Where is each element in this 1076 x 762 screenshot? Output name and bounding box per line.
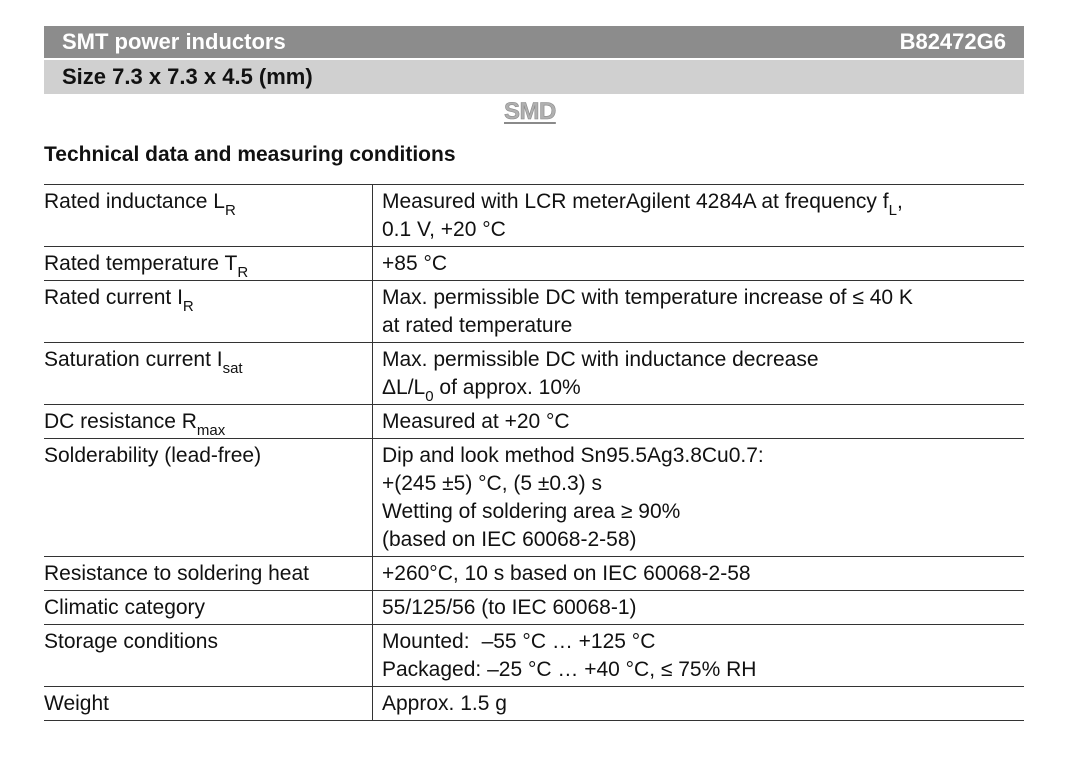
condition-cell bbox=[373, 687, 1025, 721]
condition-cell bbox=[373, 557, 1025, 591]
parameter-name: Storage conditions bbox=[44, 630, 218, 653]
condition-line bbox=[382, 628, 1024, 656]
condition-text: Mounted: bbox=[382, 630, 470, 653]
condition-line bbox=[382, 408, 1024, 436]
table-row bbox=[44, 557, 1024, 591]
parameter-name: Climatic category bbox=[44, 596, 206, 619]
parameter-subscript: R bbox=[237, 264, 249, 281]
condition-line bbox=[382, 284, 1024, 312]
condition-line bbox=[382, 690, 1024, 718]
condition-subscript: 0 bbox=[425, 388, 434, 405]
parameter-name: Rated temperature T bbox=[44, 252, 238, 275]
smd-logo: SMD bbox=[504, 98, 556, 125]
condition-text: Measured at +20 °C bbox=[382, 410, 570, 433]
condition-text: ΔL/L bbox=[382, 376, 426, 399]
condition-line bbox=[382, 498, 1024, 526]
condition-cell bbox=[373, 281, 1025, 343]
parameter-name: Weight bbox=[44, 692, 109, 715]
size-bar bbox=[44, 60, 1024, 94]
condition-cell bbox=[373, 185, 1025, 247]
table-row bbox=[44, 405, 1024, 439]
parameter-name: Solderability (lead-free) bbox=[44, 444, 262, 467]
parameter-subscript: R bbox=[182, 298, 194, 315]
condition-subscript: L bbox=[888, 202, 897, 219]
condition-text: Approx. 1.5 g bbox=[382, 692, 507, 715]
condition-text: of approx. 10% bbox=[433, 376, 581, 399]
section-title: Technical data and measuring conditions bbox=[44, 143, 456, 166]
condition-text: Max. permissible DC with inductance decrease bbox=[382, 348, 819, 371]
parameter-cell bbox=[44, 405, 373, 439]
condition-text: , bbox=[896, 190, 903, 213]
condition-line bbox=[382, 250, 1024, 278]
table-row bbox=[44, 343, 1024, 405]
table-row bbox=[44, 625, 1024, 687]
condition-text: (based on IEC 60068-2-58) bbox=[382, 528, 637, 551]
condition-line bbox=[382, 594, 1024, 622]
condition-line bbox=[382, 346, 1024, 374]
parameter-cell bbox=[44, 625, 373, 687]
table-row bbox=[44, 591, 1024, 625]
parameter-cell bbox=[44, 343, 373, 405]
condition-line bbox=[382, 526, 1024, 554]
parameter-cell bbox=[44, 247, 373, 281]
condition-line bbox=[382, 442, 1024, 470]
table-row bbox=[44, 687, 1024, 721]
condition-text: Packaged: bbox=[382, 658, 482, 681]
condition-text: Max. permissible DC with temperature increase of ≤ 40 K bbox=[382, 286, 913, 309]
parameter-cell bbox=[44, 557, 373, 591]
parameter-cell bbox=[44, 687, 373, 721]
parameter-cell bbox=[44, 281, 373, 343]
table-row bbox=[44, 247, 1024, 281]
condition-cell bbox=[373, 247, 1025, 281]
parameter-subscript: R bbox=[224, 202, 236, 219]
condition-text: +(245 ±5) °C, (5 ±0.3) s bbox=[382, 472, 602, 495]
condition-cell bbox=[373, 405, 1025, 439]
condition-text: 0.1 V, +20 °C bbox=[382, 218, 506, 241]
document-title: SMT power inductors bbox=[62, 29, 286, 54]
condition-cell bbox=[373, 439, 1025, 557]
condition-text: at rated temperature bbox=[382, 314, 573, 337]
condition-text: –55 °C … +125 °C bbox=[481, 630, 656, 653]
parameter-subscript: sat bbox=[222, 360, 243, 377]
parameter-cell bbox=[44, 591, 373, 625]
condition-line bbox=[382, 188, 1024, 219]
condition-line bbox=[382, 216, 1024, 244]
parameter-cell bbox=[44, 439, 373, 557]
parameter-name: DC resistance R bbox=[44, 410, 197, 433]
parameter-name: Rated inductance L bbox=[44, 190, 225, 213]
condition-text: +260°C, 10 s based on IEC 60068-2-58 bbox=[382, 562, 751, 585]
condition-text: 55/125/56 (to IEC 60068-1) bbox=[382, 596, 637, 619]
table-row bbox=[44, 185, 1024, 247]
condition-cell bbox=[373, 591, 1025, 625]
condition-text: Dip and look method Sn95.5Ag3.8Cu0.7: bbox=[382, 444, 764, 467]
parameter-subscript: max bbox=[196, 422, 226, 439]
condition-line bbox=[382, 656, 1024, 684]
parameter-name: Rated current I bbox=[44, 286, 183, 309]
parameter-name: Resistance to soldering heat bbox=[44, 562, 309, 585]
title-bar bbox=[44, 26, 1024, 58]
parameter-name: Saturation current I bbox=[44, 348, 223, 371]
condition-line bbox=[382, 312, 1024, 340]
condition-line bbox=[382, 470, 1024, 498]
condition-text: Wetting of soldering area ≥ 90% bbox=[382, 500, 681, 523]
size-label: Size 7.3 x 7.3 x 4.5 (mm) bbox=[62, 64, 313, 89]
parameter-cell bbox=[44, 185, 373, 247]
condition-text: Measured with LCR meterAgilent 4284A at frequency f bbox=[382, 190, 889, 213]
condition-cell bbox=[373, 625, 1025, 687]
condition-line bbox=[382, 560, 1024, 588]
condition-cell bbox=[373, 343, 1025, 405]
spec-table bbox=[44, 184, 1024, 721]
condition-text: +85 °C bbox=[382, 252, 448, 275]
table-row bbox=[44, 281, 1024, 343]
condition-line bbox=[382, 374, 1024, 405]
table-row bbox=[44, 439, 1024, 557]
part-number: B82472G6 bbox=[899, 29, 1006, 54]
condition-text: –25 °C … +40 °C, ≤ 75% RH bbox=[481, 658, 757, 681]
